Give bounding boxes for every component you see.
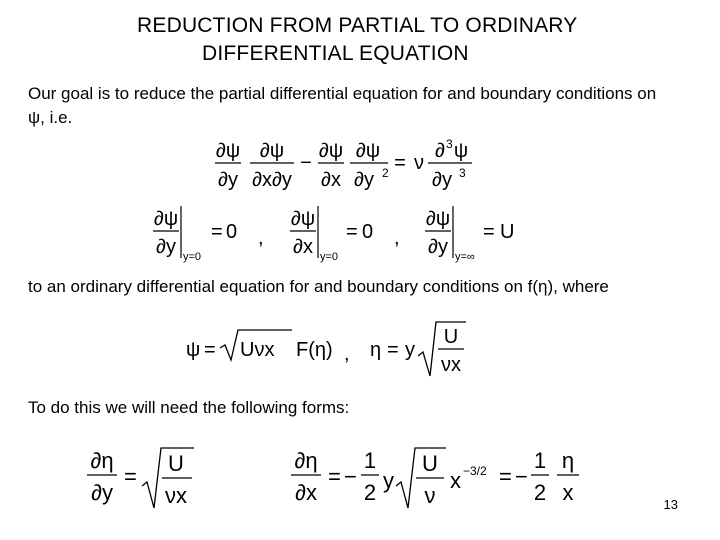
svg-text:νx: νx bbox=[165, 483, 187, 508]
svg-text:∂x: ∂x bbox=[321, 169, 341, 191]
svg-text:∂η: ∂η bbox=[90, 448, 114, 473]
svg-text:1: 1 bbox=[533, 448, 547, 473]
svg-text:∂: ∂ bbox=[435, 140, 445, 162]
pde-equation-svg bbox=[210, 136, 470, 196]
svg-text:1: 1 bbox=[363, 448, 377, 473]
svg-text:U: U bbox=[500, 221, 515, 243]
eta-x-derivative bbox=[288, 444, 588, 512]
svg-text:y=0: y=0 bbox=[320, 251, 339, 263]
svg-text:x: x bbox=[450, 468, 461, 493]
svg-text:y=0: y=0 bbox=[183, 251, 202, 263]
svg-text:−: − bbox=[300, 152, 312, 174]
svg-text:∂ψ: ∂ψ bbox=[153, 208, 179, 230]
svg-text:,: , bbox=[344, 343, 350, 365]
intro-text: Our goal is to reduce the partial differential equation for and boundary conditions on ψ, i.e. bbox=[28, 84, 657, 127]
boundary-conditions bbox=[148, 204, 528, 262]
svg-text:η: η bbox=[561, 448, 575, 473]
forms-intro-text: To do this we will need the following forms: bbox=[28, 398, 350, 417]
svg-text:∂x∂y: ∂x∂y bbox=[252, 169, 292, 191]
eta-x-derivative-svg bbox=[288, 444, 588, 512]
svg-text:νx: νx bbox=[441, 354, 461, 376]
slide-number: 13 bbox=[663, 497, 678, 512]
transition-text: to an ordinary differential equation for and boundary conditions on f(η), where bbox=[28, 277, 609, 296]
svg-text:∂η: ∂η bbox=[294, 448, 318, 473]
svg-text:=: = bbox=[394, 152, 406, 174]
svg-text:∂x: ∂x bbox=[295, 480, 317, 505]
svg-text:Uνx: Uνx bbox=[240, 339, 275, 361]
svg-text:x: x bbox=[562, 480, 574, 505]
svg-text:=: = bbox=[483, 221, 495, 243]
svg-text:∂ψ: ∂ψ bbox=[318, 140, 344, 162]
svg-text:−3/2: −3/2 bbox=[463, 464, 487, 478]
svg-text:ν: ν bbox=[414, 152, 424, 174]
svg-text:=: = bbox=[346, 221, 358, 243]
svg-text:U: U bbox=[168, 451, 184, 476]
svg-text:∂x: ∂x bbox=[293, 236, 313, 258]
svg-text:U: U bbox=[422, 451, 438, 476]
svg-text:2: 2 bbox=[533, 480, 547, 505]
eta-y-derivative-svg bbox=[84, 444, 204, 512]
svg-text:F(η): F(η) bbox=[296, 339, 333, 361]
pde-equation bbox=[210, 136, 470, 196]
slide-title-line-1: REDUCTION FROM PARTIAL TO ORDINARY bbox=[137, 14, 578, 37]
eta-y-derivative bbox=[84, 444, 204, 512]
svg-text:2: 2 bbox=[382, 166, 389, 180]
svg-text:,: , bbox=[258, 227, 264, 249]
svg-text:∂y: ∂y bbox=[354, 169, 374, 191]
svg-text:ψ: ψ bbox=[453, 140, 469, 162]
svg-text:=: = bbox=[211, 221, 223, 243]
svg-text:ψ: ψ bbox=[186, 339, 201, 361]
svg-text:U: U bbox=[443, 326, 459, 348]
boundary-conditions-svg bbox=[148, 204, 528, 262]
svg-text:∂ψ: ∂ψ bbox=[355, 140, 381, 162]
svg-text:∂y: ∂y bbox=[156, 236, 176, 258]
svg-text:2: 2 bbox=[363, 480, 377, 505]
svg-text:∂y: ∂y bbox=[218, 169, 238, 191]
svg-text:y: y bbox=[405, 339, 415, 361]
svg-text:∂y: ∂y bbox=[91, 480, 113, 505]
svg-text:=: = bbox=[387, 339, 399, 361]
svg-text:∂ψ: ∂ψ bbox=[290, 208, 316, 230]
svg-text:y: y bbox=[383, 468, 394, 493]
similarity-transform bbox=[184, 318, 474, 380]
svg-text:∂y: ∂y bbox=[428, 236, 448, 258]
svg-text:−: − bbox=[344, 464, 357, 489]
svg-text:=: = bbox=[124, 464, 137, 489]
svg-text:0: 0 bbox=[226, 221, 238, 243]
svg-text:∂ψ: ∂ψ bbox=[215, 140, 241, 162]
svg-text:η: η bbox=[370, 339, 382, 361]
svg-text:y=∞: y=∞ bbox=[455, 251, 475, 263]
svg-text:∂y: ∂y bbox=[432, 169, 452, 191]
svg-text:ν: ν bbox=[424, 483, 436, 508]
svg-text:=: = bbox=[499, 464, 512, 489]
svg-text:=: = bbox=[204, 339, 216, 361]
svg-text:0: 0 bbox=[362, 221, 374, 243]
svg-text:,: , bbox=[394, 227, 400, 249]
svg-text:∂ψ: ∂ψ bbox=[425, 208, 451, 230]
similarity-transform-svg bbox=[184, 318, 474, 380]
svg-text:3: 3 bbox=[459, 166, 466, 180]
svg-text:−: − bbox=[515, 464, 528, 489]
svg-text:∂ψ: ∂ψ bbox=[259, 140, 285, 162]
svg-text:=: = bbox=[328, 464, 341, 489]
svg-text:3: 3 bbox=[446, 137, 453, 151]
slide-title-line-2: DIFFERENTIAL EQUATION bbox=[202, 42, 469, 65]
